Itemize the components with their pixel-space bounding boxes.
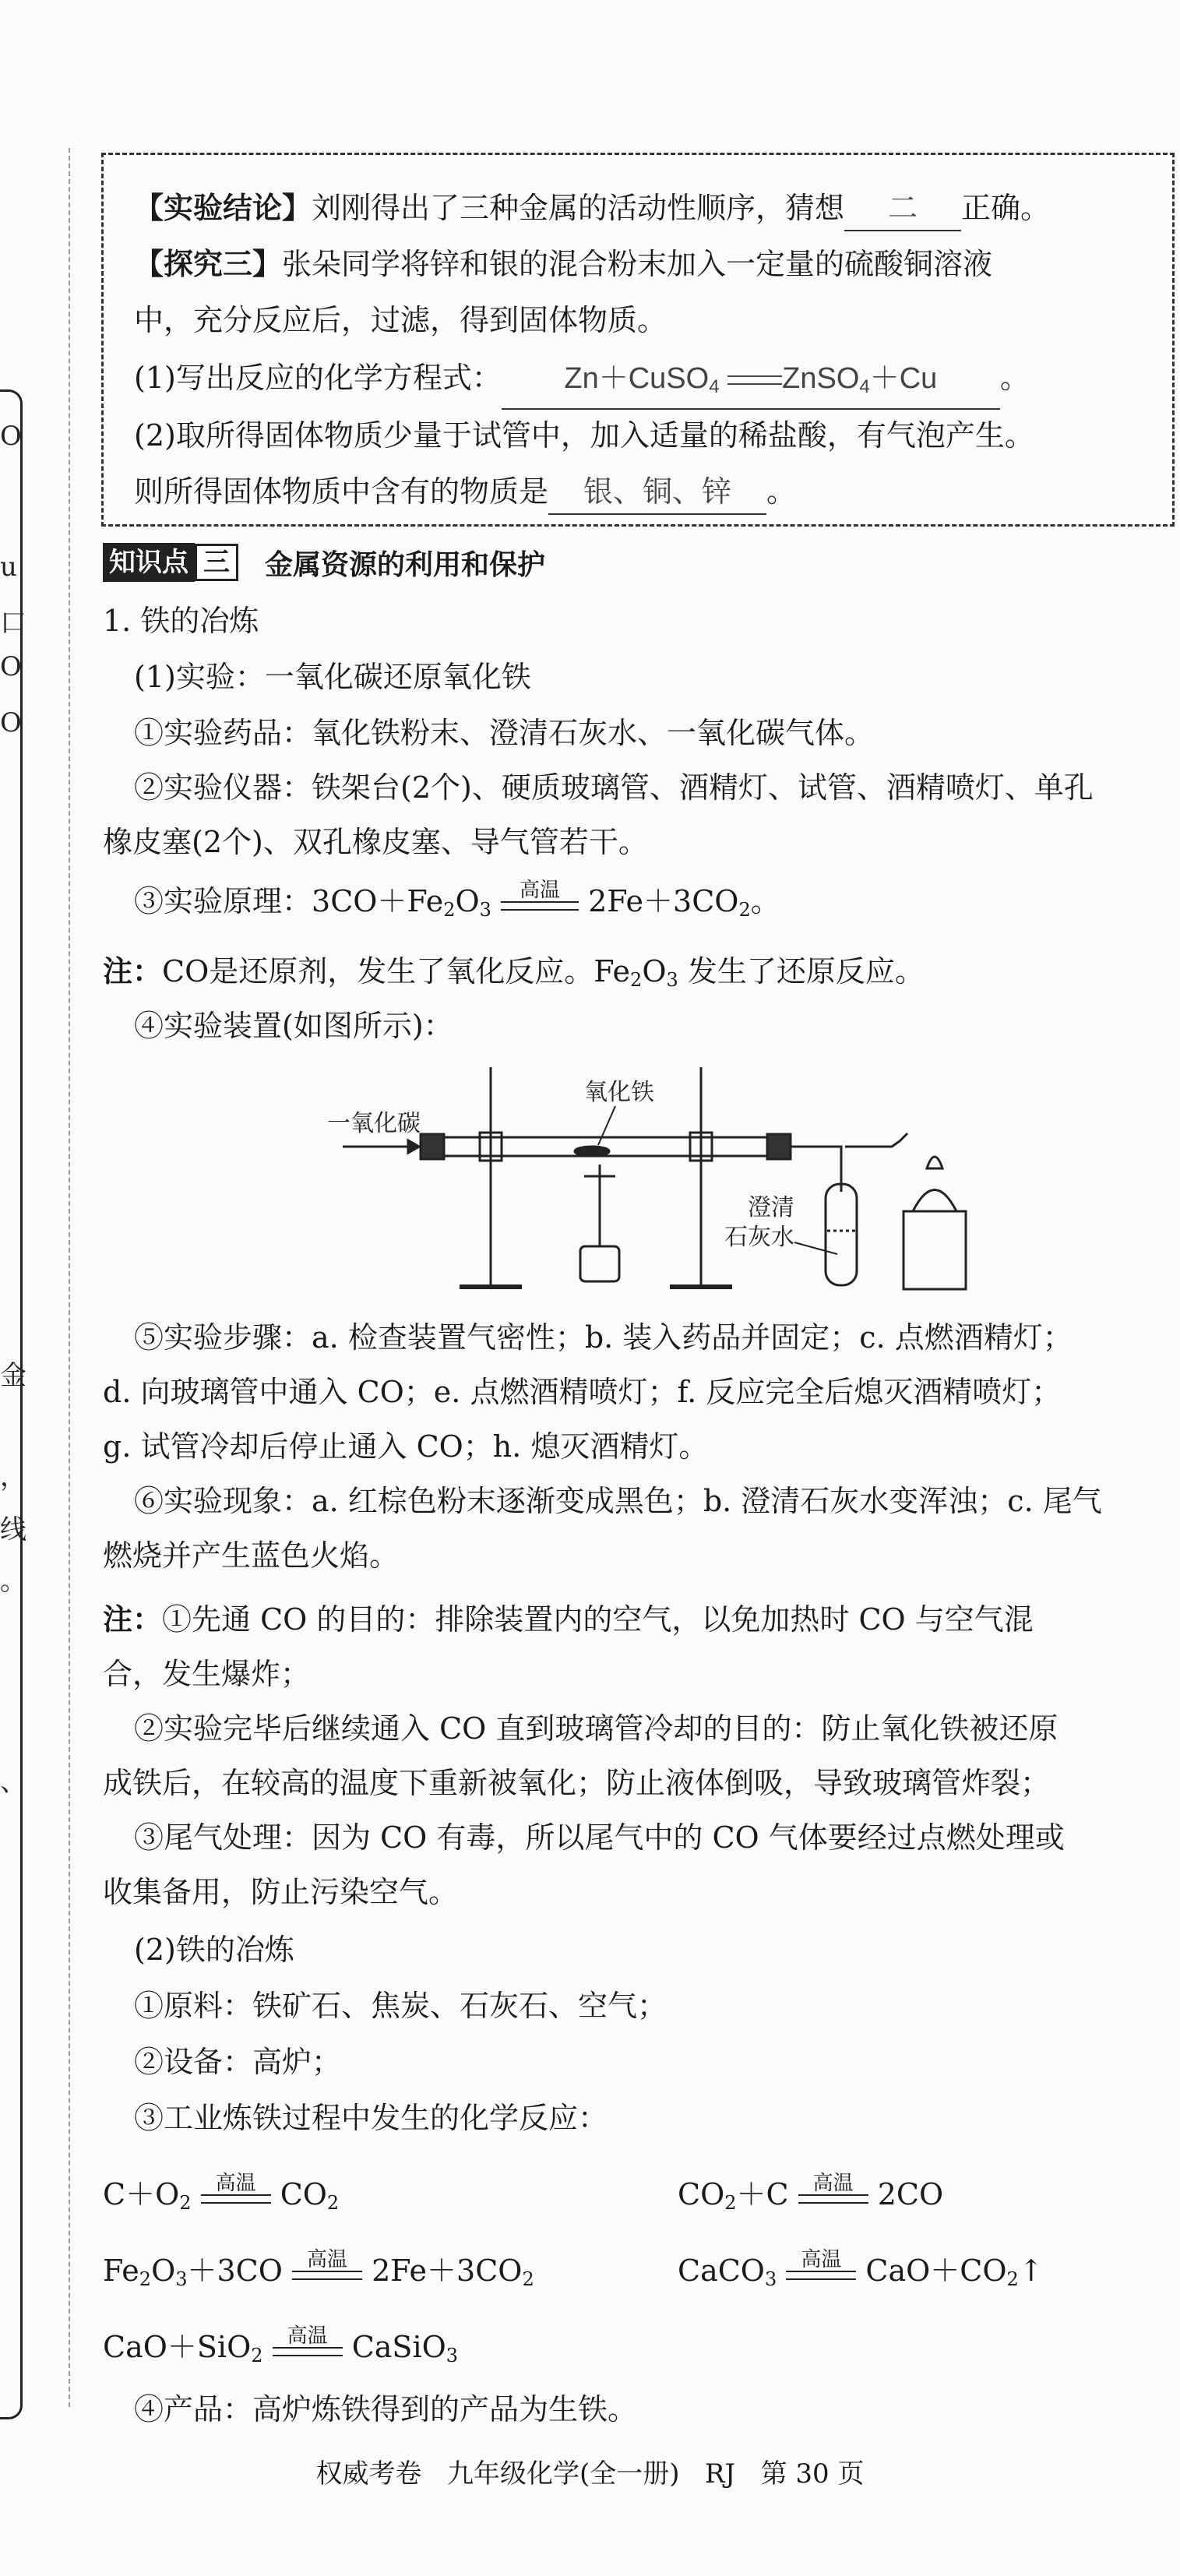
principle-line: ③实验原理：$3CO+Fe_2O_3$ 高温 $2Fe+3CO_2$。 <box>134 878 780 921</box>
edge-char: ， <box>0 1461 26 1492</box>
box-line-5: (2)取所得固体物质少量于试管中，加入适量的稀盐酸，有气泡产生。 <box>134 418 1034 453</box>
reaction-equation: CaO＋SiO$_2$ 高温 CaSiO$_3$ <box>103 2324 459 2366</box>
edge-char: 口 <box>0 608 26 639</box>
equation: $3CO+Fe_2O_3$ 高温 $2Fe+3CO_2$。 <box>312 878 780 921</box>
text-line: d. 向玻璃管中通入 CO；e. 点燃酒精喷灯；f. 反应完全后熄灭酒精喷灯； <box>103 1375 1062 1409</box>
section-heading: 1. 铁的冶炼 <box>103 604 259 638</box>
edge-char: O <box>0 651 22 682</box>
alcohol-blast-lamp <box>580 1246 619 1281</box>
text-line: ①实验药品：氧化铁粉末、澄清石灰水、一氧化碳气体。 <box>134 716 875 750</box>
note-line: 成铁后，在较高的温度下重新被氧化；防止液体倒吸，导致玻璃管炸裂； <box>103 1766 1051 1800</box>
subsection-heading: (2)铁的冶炼 <box>134 1933 294 1967</box>
page-footer: 权威考卷 九年级化学(全一册) RJ 第 30 页 <box>315 2458 865 2490</box>
co-label: 一氧化碳 <box>327 1110 421 1137</box>
binding-dash-line <box>69 148 70 2407</box>
reaction-equation: CaCO$_3$ 高温 $CaO+CO_2↑$ <box>678 2247 1044 2290</box>
answer-blank: 银、铜、锌 <box>548 471 766 515</box>
box-line-4: (1)写出反应的化学方程式： Zn＋CuSO$_4$ ZnSO$_4$＋Cu 。 <box>134 357 1030 410</box>
text-line: 橡皮塞(2个)、双孔橡皮塞、导气管若干。 <box>103 825 648 859</box>
equals-sign <box>727 375 782 385</box>
alcohol-lamp <box>913 1190 956 1212</box>
edge-char: u <box>0 551 17 583</box>
equation-arrow: 高温 <box>501 879 579 911</box>
rubber-stopper <box>767 1134 791 1159</box>
text-line: ①原料：铁矿石、焦炭、石灰石、空气； <box>134 1989 667 2023</box>
iron-oxide-label: 氧化铁 <box>584 1079 654 1106</box>
text-line: 燃烧并产生蓝色火焰。 <box>103 1538 400 1573</box>
flame <box>927 1157 942 1168</box>
knowledge-point-header: 知识点 三 金属资源的利用和保护 <box>103 542 545 583</box>
left-page-edge <box>0 389 23 2419</box>
text-line: ②设备：高炉； <box>134 2045 342 2079</box>
subsection-heading: (1)实验：一氧化碳还原氧化铁 <box>134 660 531 694</box>
lime-water-label: 澄清 <box>748 1194 794 1221</box>
note-line: ②实验完毕后继续通入 CO 直到玻璃管冷却的目的：防止氧化铁被还原 <box>134 1711 1058 1746</box>
text-line: ②实验仪器：铁架台(2个)、硬质玻璃管、酒精灯、试管、酒精喷灯、单孔 <box>134 770 1094 805</box>
edge-char: 线 <box>0 1514 26 1545</box>
edge-char: 金 <box>0 1360 26 1391</box>
note-line: 合，发生爆炸； <box>103 1657 311 1691</box>
reaction-equation: $C+O_2$ 高温 $CO_2$ <box>103 2171 340 2214</box>
rubber-stopper <box>421 1134 444 1159</box>
box-line-6: 则所得固体物质中含有的物质是 银、铜、锌 。 <box>134 470 796 515</box>
edge-char: O <box>0 421 22 452</box>
apparatus-diagram <box>327 1059 997 1309</box>
text-line: ③工业炼铁过程中发生的化学反应： <box>134 2101 608 2135</box>
note-line: ③尾气处理：因为 CO 有毒，所以尾气中的 CO 气体要经过点燃处理或 <box>134 1820 1065 1855</box>
lamp-stand-box <box>903 1211 966 1289</box>
iron-oxide-powder <box>575 1147 609 1156</box>
edge-char: O <box>0 707 22 738</box>
reaction-equation: $CO_2+C$ 高温 2CO <box>678 2171 944 2214</box>
text-line: g. 试管冷却后停止通入 CO；h. 熄灭酒精灯。 <box>103 1429 709 1464</box>
edge-char: 。 <box>0 1566 26 1597</box>
text-line: ④实验装置(如图所示)： <box>134 1009 453 1043</box>
box-line-1: 【实验结论】刘刚得出了三种金属的活动性顺序，猜想 二 正确。 <box>134 187 1050 231</box>
text-line: ⑤实验步骤：a. 检查装置气密性；b. 装入药品并固定；c. 点燃酒精灯； <box>134 1320 1073 1355</box>
answer-blank: 二 <box>844 188 961 231</box>
box-line-2: 【探究三】张朵同学将锌和银的混合粉末加入一定量的硫酸铜溶液 <box>134 247 993 281</box>
box-line-3: 中，充分反应后，过滤，得到固体物质。 <box>134 303 667 337</box>
note-line: 注：①先通 CO 的目的：排除装置内的空气，以免加热时 CO 与空气混 <box>103 1602 1034 1637</box>
note-line: 收集备用，防止污染空气。 <box>103 1875 459 1909</box>
note-line: 注：CO是还原剂，发生了氧化反应。$Fe_2O_3$ 发生了还原反应。 <box>103 954 925 991</box>
reaction-equation: $Fe_2O_3+3CO$ 高温 $2Fe+3CO_2$ <box>103 2247 534 2290</box>
equation-blank: Zn＋CuSO$_4$ ZnSO$_4$＋Cu <box>502 358 1000 410</box>
lime-water-label: 石灰水 <box>724 1224 794 1251</box>
text-line: ⑥实验现象：a. 红棕色粉末逐渐变成黑色；b. 澄清石灰水变浑浊；c. 尾气 <box>134 1484 1102 1518</box>
text-line: ④产品：高炉炼铁得到的产品为生铁。 <box>134 2392 638 2426</box>
edge-char: 、 <box>0 1767 26 1798</box>
test-tube <box>826 1184 857 1285</box>
